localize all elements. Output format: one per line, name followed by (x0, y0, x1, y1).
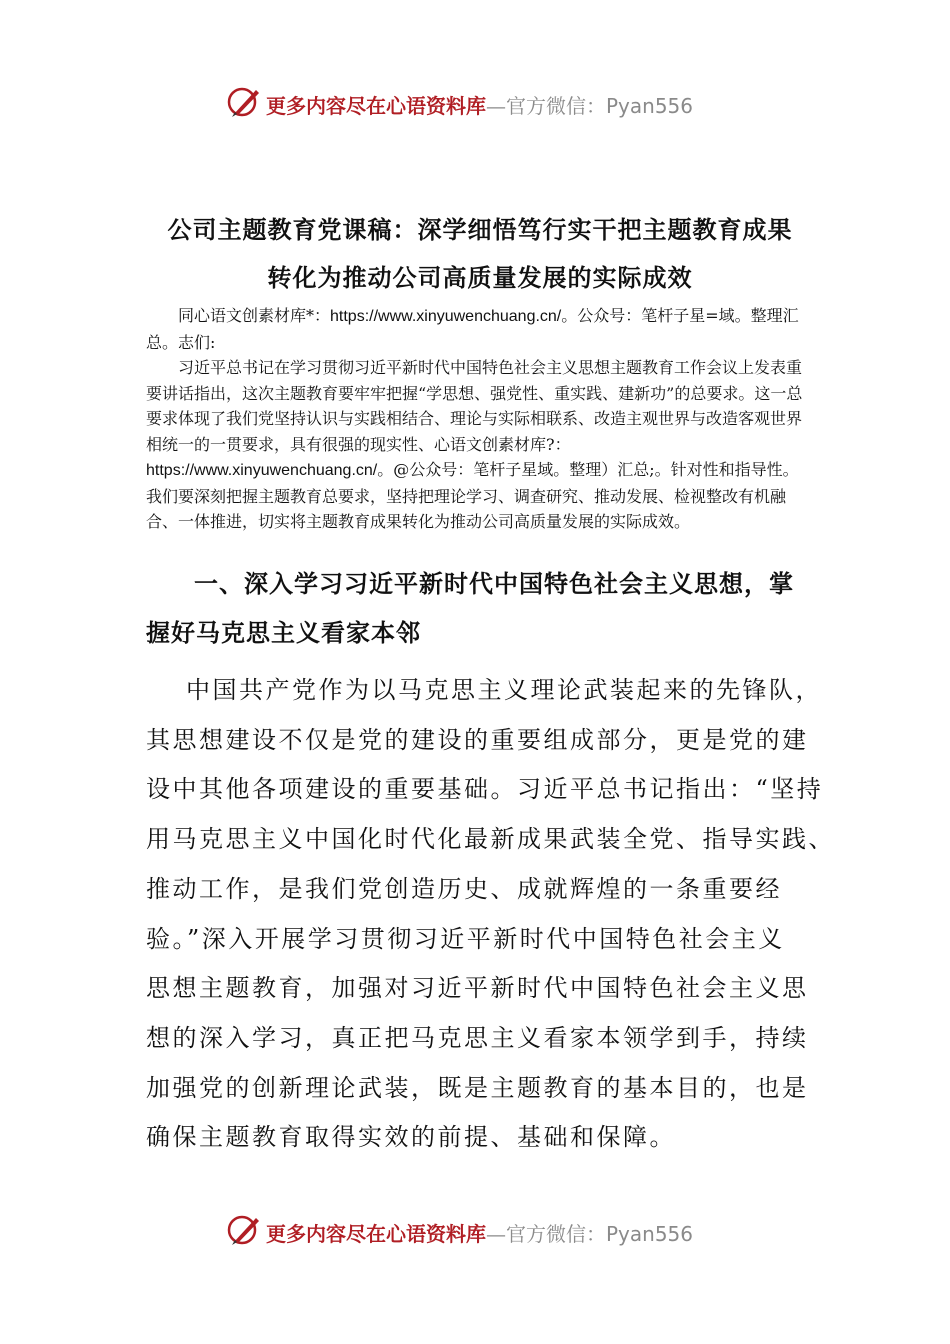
source-note (146, 303, 810, 355)
source-prefix: 同心语文创素材库*： (178, 306, 331, 325)
footer-watermark-banner (226, 1210, 746, 1250)
section-1-body (146, 666, 835, 1163)
body-line: 其思想建设不仅是党的建设的重要组成部分，更是党的建 (146, 725, 809, 754)
header-watermark-banner (226, 82, 746, 122)
body-line: 想的深入学习，真正把马克思主义看家本领学到手，持续 (146, 1023, 809, 1052)
quill-pen-icon (226, 1212, 262, 1248)
banner-text (266, 1218, 693, 1247)
body-line: 中国共产党作为以马克思主义理论武装起来的先锋队， (186, 676, 822, 704)
body-line: 确保主题教育取得实效的前提、基础和保障。 (146, 1123, 676, 1152)
body-line: 验。”深入开展学习贯彻习近平新时代中国特色社会主义 (146, 924, 785, 953)
intro-paragraph (146, 355, 810, 535)
intro-url: https://www.xinyuwenchuang.cn/ (146, 462, 378, 479)
body-line: 用马克思主义中国化时代化最新成果武装全党、指导实践、 (146, 825, 835, 854)
intro-part-1: 习近平总书记在学习贯彻习近平新时代中国特色社会主义思想主题教育工作会议上发表重要讲话指出，这次主题教育要牢牢把握“学思想、强党性、重实践、建新功”的总要求。这一总要求体现了我们党坚持认识与实践相结合、理论与实际相联系、改造主观世界与改造客观世界相统一的一贯要求，具有很强的现实性、心语文创素材库?： (146, 358, 803, 454)
banner-sub-text: —官方微信： (486, 94, 606, 118)
quill-pen-icon (226, 84, 262, 120)
banner-wechat-id: Pyan556 (606, 1222, 694, 1246)
banner-wechat-id: Pyan556 (606, 94, 694, 118)
source-suffix: 。公众号：笔杆子星=域。整理汇总。志们: (146, 306, 799, 352)
banner-main-text: 更多内容尽在心语资料库 (266, 94, 486, 118)
body-line: 设中其他各项建设的重要基础。习近平总书记指出：“坚持 (146, 775, 824, 804)
body-line: 加强党的创新理论武装，既是主题教育的基本目的，也是 (146, 1073, 809, 1102)
intro-part-2: 。@公众号：笔杆子星域。整理）汇总;。针对性和指导性。我们要深刻把握主题教育总要求，坚持把理论学习、调查研究、推动发展、检视整改有机融合、一体推进，切实将主题教育成果转化为推动公司高质量发展的实际成效。 (146, 460, 799, 531)
document-title-line-1: 公司主题教育党课稿：深学细悟笃行实干把主题教育成果 (167, 216, 793, 244)
document-title-line-2: 转化为推动公司高质量发展的实际成效 (267, 264, 693, 292)
body-line: 推动工作，是我们党创造历史、成就辉煌的一条重要经 (146, 874, 782, 903)
banner-sub-text: —官方微信： (486, 1222, 606, 1246)
source-url: https://www.xinyuwenchuang.cn/ (330, 308, 562, 325)
section-1-heading: 一、深入学习习近平新时代中国特色社会主义思想，掌握好马克思主义看家本邻 (146, 570, 794, 647)
banner-main-text: 更多内容尽在心语资料库 (266, 1222, 486, 1246)
body-line: 思想主题教育，加强对习近平新时代中国特色社会主义思 (146, 974, 809, 1003)
banner-text (266, 90, 693, 119)
